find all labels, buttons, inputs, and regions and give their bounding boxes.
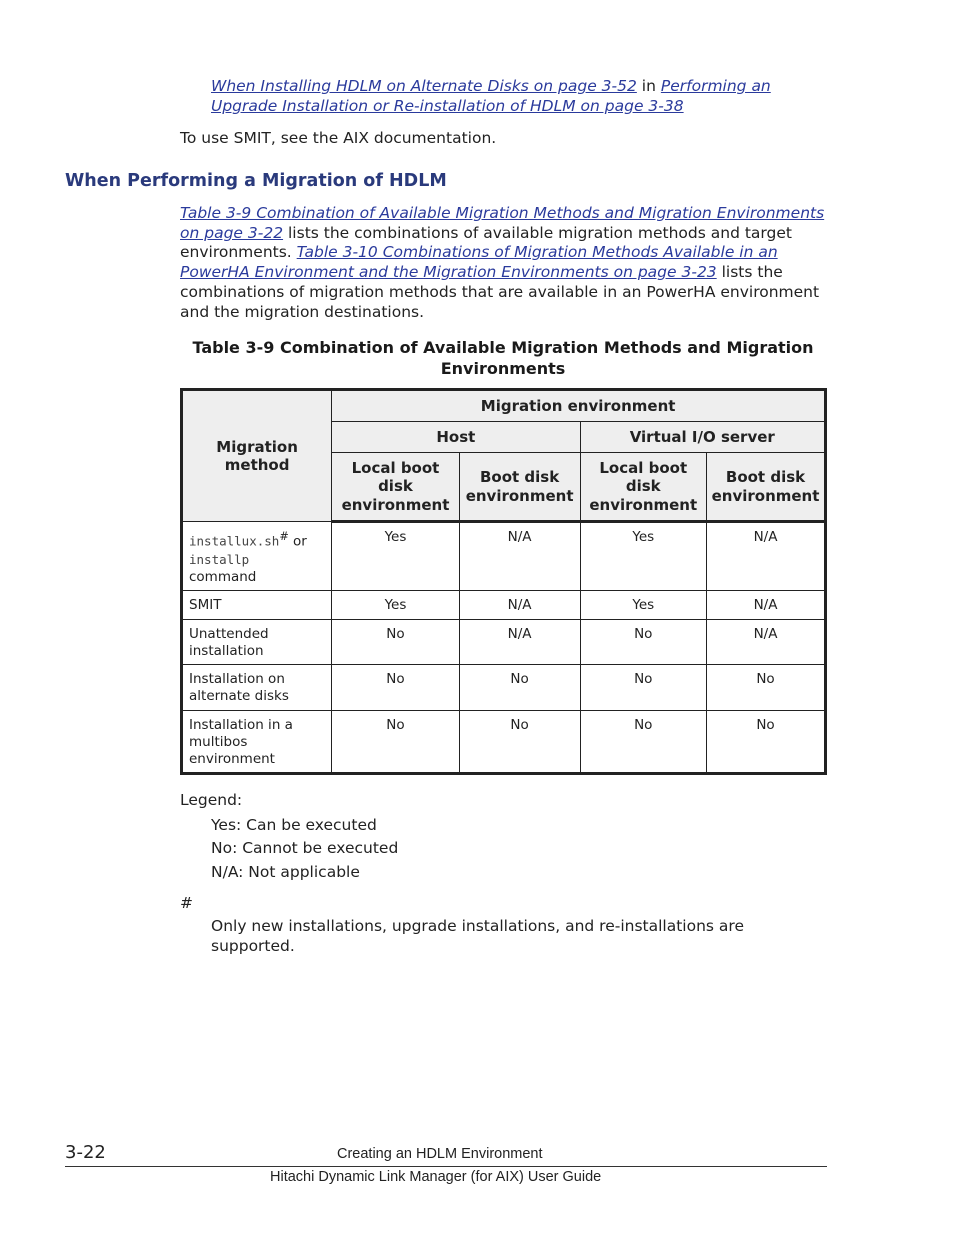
- table-row: [182, 619, 826, 664]
- header-virtual-io-server: Virtual I/O server: [580, 422, 826, 453]
- value-cell: No: [707, 710, 826, 773]
- method-cell: Installation on alternate disks: [182, 664, 332, 710]
- footnote-text: Only new installations, upgrade installations, and re-installations are supported.: [211, 917, 744, 955]
- header-host-boot-disk: Boot disk environment: [459, 453, 580, 522]
- top-links: [211, 76, 831, 116]
- footer-guide-title: Hitachi Dynamic Link Manager (for AIX) User Guide: [270, 1169, 602, 1185]
- value-cell: N/A: [707, 590, 826, 619]
- page-number: 3-22: [65, 1142, 106, 1163]
- section-intro: [180, 204, 840, 322]
- header-vios-boot-disk: Boot disk environment: [707, 453, 826, 522]
- header-host: Host: [332, 422, 580, 453]
- command-suffix: command: [189, 568, 257, 585]
- header-vios-local-boot-disk: Local boot disk environment: [580, 453, 707, 522]
- value-cell: No: [332, 664, 459, 710]
- legend-item-no: No: Cannot be executed: [211, 839, 399, 858]
- intro-text-2: lists the combinations of migration methods that are available in an PowerHA environment and the migration destinations.: [180, 263, 820, 321]
- method-cell: Installation in a multibos environment: [182, 710, 332, 773]
- footnote-mark: #: [180, 894, 193, 912]
- legend-item-yes: Yes: Can be executed: [211, 816, 377, 834]
- connector-text: in: [641, 77, 656, 95]
- value-cell: Yes: [580, 590, 707, 619]
- value-cell: Yes: [580, 522, 707, 591]
- header-host-local-boot-disk: Local boot disk environment: [332, 453, 459, 522]
- legend-list: [211, 814, 398, 884]
- value-cell: N/A: [459, 522, 580, 591]
- command-installux: installux.sh: [189, 533, 280, 549]
- xref-table-3-9-link[interactable]: Table 3-9 Combination of Available Migration Methods and Migration Environments on page 3-22: [180, 204, 825, 242]
- value-cell: Yes: [332, 590, 459, 619]
- method-cell: SMIT: [182, 590, 332, 619]
- legend-item-na: N/A: Not applicable: [211, 862, 360, 881]
- footer-section-title: Creating an HDLM Environment: [337, 1146, 543, 1162]
- value-cell: N/A: [459, 619, 580, 664]
- table-row: [182, 590, 826, 619]
- xref-upgrade-installation-link[interactable]: Performing an Upgrade Installation or Re-installation of HDLM on page 3-38: [211, 77, 771, 115]
- value-cell: No: [332, 619, 459, 664]
- xref-table-3-10-link[interactable]: Table 3-10 Combinations of Migration Methods Available in an PowerHA Environment and the Migration Environments on page 3-23: [180, 243, 778, 282]
- footnote-marker: #: [279, 530, 289, 543]
- migration-table: [180, 388, 827, 775]
- value-cell: N/A: [707, 619, 826, 664]
- smit-note: To use SMIT, see the AIX documentation.: [180, 129, 497, 147]
- value-cell: Yes: [332, 522, 459, 591]
- value-cell: No: [580, 664, 707, 710]
- header-migration-method: Migration method: [182, 390, 332, 522]
- value-cell: No: [580, 710, 707, 773]
- method-cell: Unattended installation: [182, 619, 332, 664]
- value-cell: No: [707, 664, 826, 710]
- table-row: [182, 710, 826, 773]
- value-cell: N/A: [459, 590, 580, 619]
- table-row: [182, 664, 826, 710]
- xref-alternate-disks-link[interactable]: When Installing HDLM on Alternate Disks on page 3-52: [211, 77, 637, 95]
- table-row: [182, 522, 826, 591]
- table-caption: Table 3-9 Combination of Available Migration Methods and Migration Environments: [192, 338, 814, 378]
- or-text: or: [293, 533, 307, 550]
- value-cell: No: [580, 619, 707, 664]
- intro-text-1: lists the combinations of available migration methods and target environments.: [180, 223, 792, 262]
- command-installp: installp: [189, 551, 250, 567]
- footer-divider: [65, 1166, 827, 1167]
- value-cell: N/A: [707, 522, 826, 591]
- header-migration-environment: Migration environment: [332, 390, 826, 422]
- value-cell: No: [332, 710, 459, 773]
- method-cell: [182, 522, 332, 591]
- section-heading: When Performing a Migration of HDLM: [65, 171, 447, 191]
- value-cell: No: [459, 664, 580, 710]
- legend-title: Legend:: [180, 791, 243, 809]
- value-cell: No: [459, 710, 580, 773]
